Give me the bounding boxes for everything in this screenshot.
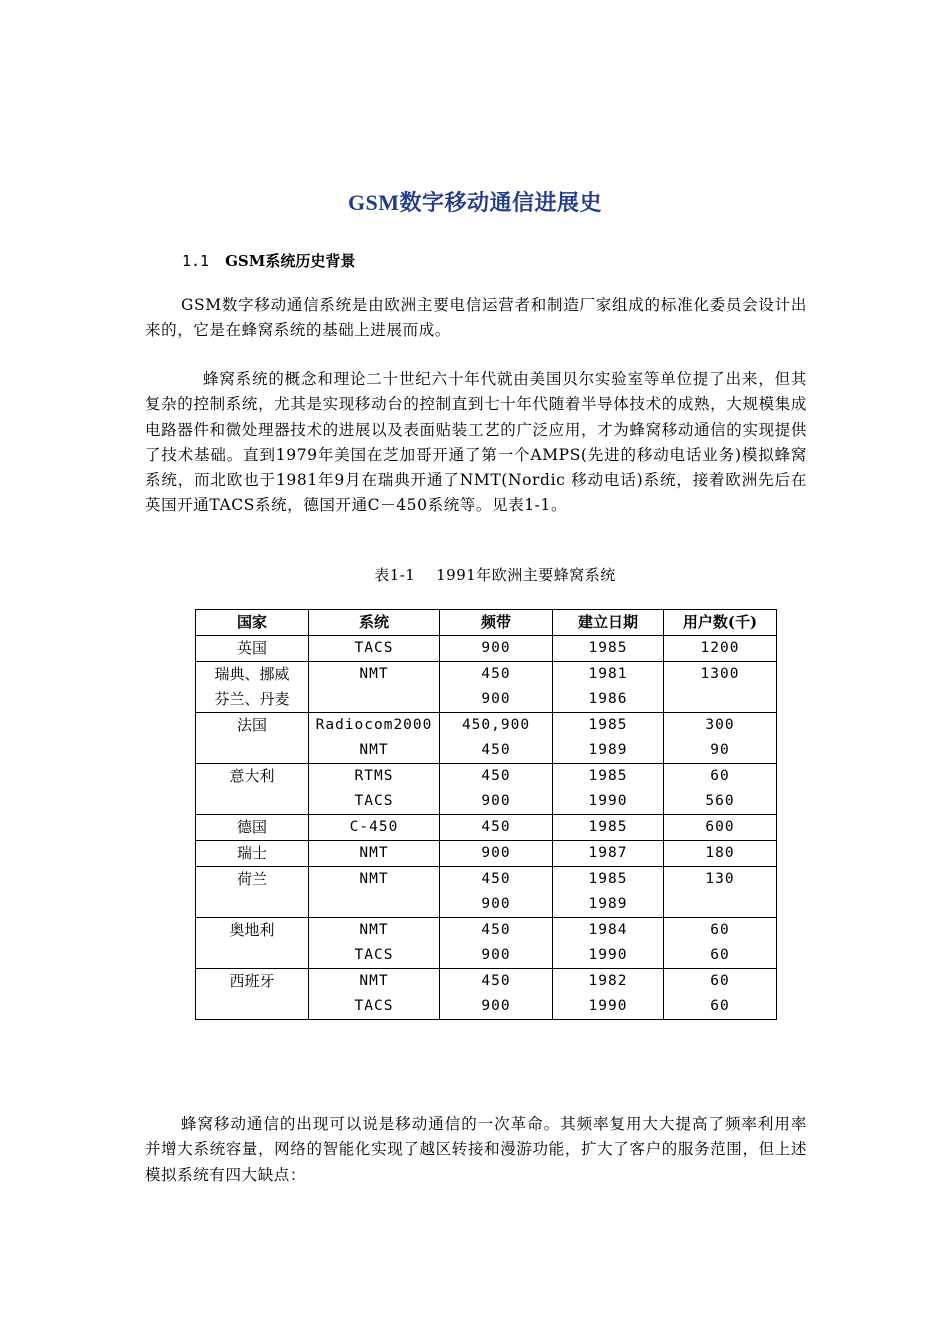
header-band: 频带 xyxy=(440,610,553,636)
cell-users xyxy=(664,713,777,764)
cell-date-line: 1990 xyxy=(588,998,628,1014)
cell-system xyxy=(309,815,440,841)
cell-band xyxy=(440,764,553,815)
cell-users-line: 300 xyxy=(705,717,735,733)
cell-date-line: 1982 xyxy=(588,973,628,989)
cell-country xyxy=(196,918,309,969)
cell-band xyxy=(440,841,553,867)
cell-date xyxy=(553,841,664,867)
cell-system xyxy=(309,841,440,867)
cell-date-line: 1990 xyxy=(588,793,628,809)
cell-users-line: 560 xyxy=(705,793,735,809)
cell-country xyxy=(196,636,309,662)
cell-band-line: 450 xyxy=(481,973,511,989)
cell-system-line: NMT xyxy=(359,871,389,887)
cell-country-line: 奥地利 xyxy=(229,921,275,939)
cell-users xyxy=(664,918,777,969)
header-date: 建立日期 xyxy=(553,610,664,636)
cell-date-line: 1984 xyxy=(588,922,628,938)
cell-date-line: 1985 xyxy=(588,871,628,887)
cell-system xyxy=(309,969,440,1020)
cell-date xyxy=(553,815,664,841)
cell-users-line: 1200 xyxy=(700,640,740,656)
cellular-systems-table xyxy=(195,609,777,1020)
paragraph-1: GSM数字移动通信系统是由欧洲主要电信运营者和制造厂家组成的标准化委员会设计出来的，它是在蜂窝系统的基础上进展而成。 xyxy=(145,296,807,340)
cell-date xyxy=(553,636,664,662)
cell-users-line: 60 xyxy=(710,973,730,989)
cell-users xyxy=(664,969,777,1020)
table-caption: 表1-1 1991年欧洲主要蜂窝系统 xyxy=(374,566,616,584)
cell-country-line: 瑞典、挪威 xyxy=(214,665,290,683)
table-header-row xyxy=(196,610,777,636)
cell-band-line: 900 xyxy=(481,947,511,963)
cell-band-line: 450,900 xyxy=(461,717,531,733)
cell-band-line: 900 xyxy=(481,845,511,861)
cell-band xyxy=(440,815,553,841)
cell-users xyxy=(664,636,777,662)
cell-date-line: 1985 xyxy=(588,768,628,784)
cell-band xyxy=(440,969,553,1020)
cell-country xyxy=(196,841,309,867)
cell-system xyxy=(309,713,440,764)
cell-country-line: 瑞士 xyxy=(236,844,267,862)
header-system: 系统 xyxy=(309,610,440,636)
cell-users-line: 130 xyxy=(705,871,735,887)
cell-system-line: TACS xyxy=(354,640,394,656)
cell-date-line: 1981 xyxy=(588,666,628,682)
cell-band xyxy=(440,713,553,764)
cell-band xyxy=(440,636,553,662)
paragraph-3: 蜂窝移动通信的出现可以说是移动通信的一次革命。其频率复用大大提高了频率利用率并增大系统容量，网络的智能化实现了越区转接和漫游功能，扩大了客户的服务范围，但上述模拟系统有四大缺点： xyxy=(145,1115,807,1184)
cell-users-line: 60 xyxy=(710,947,730,963)
table-row xyxy=(196,841,777,867)
cell-system xyxy=(309,662,440,713)
table-row xyxy=(196,815,777,841)
cell-band-line: 450 xyxy=(481,819,511,835)
cell-country xyxy=(196,867,309,918)
cell-band-line: 450 xyxy=(481,666,511,682)
cell-system-line: NMT xyxy=(359,845,389,861)
cell-system-line: NMT xyxy=(359,742,389,758)
cell-date xyxy=(553,867,664,918)
cell-band-line: 450 xyxy=(481,871,511,887)
cell-system-line: TACS xyxy=(354,793,394,809)
cell-users-line: 60 xyxy=(710,922,730,938)
cell-date xyxy=(553,918,664,969)
cell-system-line: RTMS xyxy=(354,768,394,784)
cell-date-line: 1989 xyxy=(588,742,628,758)
cell-users xyxy=(664,841,777,867)
header-country: 国家 xyxy=(196,610,309,636)
cell-date-line: 1985 xyxy=(588,717,628,733)
document-title: GSM数字移动通信进展史 xyxy=(347,190,603,215)
cell-system xyxy=(309,867,440,918)
cell-band-line: 900 xyxy=(481,896,511,912)
cell-band-line: 450 xyxy=(481,922,511,938)
cell-system-line: NMT xyxy=(359,973,389,989)
table-row xyxy=(196,764,777,815)
table-row xyxy=(196,918,777,969)
cell-country xyxy=(196,764,309,815)
cell-system xyxy=(309,764,440,815)
cell-users-line: 1300 xyxy=(700,666,740,682)
cell-system-line: NMT xyxy=(359,666,389,682)
cell-country xyxy=(196,662,309,713)
cell-country xyxy=(196,969,309,1020)
section-title: GSM系统历史背景 xyxy=(225,252,356,270)
cell-band-line: 900 xyxy=(481,691,511,707)
cell-system xyxy=(309,918,440,969)
table-row xyxy=(196,867,777,918)
section-heading xyxy=(182,250,355,271)
cell-band-line: 450 xyxy=(481,742,511,758)
header-users: 用户数(千) xyxy=(664,610,777,636)
cell-date xyxy=(553,969,664,1020)
cell-country-line: 意大利 xyxy=(229,767,275,785)
cell-system xyxy=(309,636,440,662)
cell-users-line: 180 xyxy=(705,845,735,861)
cell-band xyxy=(440,918,553,969)
cell-date-line: 1989 xyxy=(588,896,628,912)
cell-band xyxy=(440,867,553,918)
cell-country-line: 德国 xyxy=(236,818,267,836)
table-row xyxy=(196,713,777,764)
cell-country xyxy=(196,713,309,764)
cell-date-line: 1985 xyxy=(588,819,628,835)
cell-users xyxy=(664,815,777,841)
cell-users-line: 60 xyxy=(710,768,730,784)
cell-country-line: 荷兰 xyxy=(236,870,267,888)
cell-country-line: 芬兰、丹麦 xyxy=(214,690,290,708)
cell-date-line: 1986 xyxy=(588,691,628,707)
cell-users xyxy=(664,764,777,815)
table-body xyxy=(196,636,777,1020)
cell-country xyxy=(196,815,309,841)
cell-system-line: Radiocom2000 xyxy=(315,717,433,733)
cell-date-line: 1990 xyxy=(588,947,628,963)
cell-band xyxy=(440,662,553,713)
section-number: 1.1 xyxy=(182,252,210,270)
cell-users-line: 90 xyxy=(710,742,730,758)
cell-country-line: 法国 xyxy=(236,716,267,734)
cell-system-line: TACS xyxy=(354,947,394,963)
cell-system-line: TACS xyxy=(354,998,394,1014)
cell-date-line: 1987 xyxy=(588,845,628,861)
cell-date xyxy=(553,764,664,815)
cell-date xyxy=(553,713,664,764)
cell-users-line: 60 xyxy=(710,998,730,1014)
cell-band-line: 900 xyxy=(481,998,511,1014)
table-row xyxy=(196,969,777,1020)
cell-users xyxy=(664,867,777,918)
cell-band-line: 900 xyxy=(481,793,511,809)
cell-system-line: NMT xyxy=(359,922,389,938)
cell-system-line: C-450 xyxy=(349,819,399,835)
cell-country-line: 英国 xyxy=(236,639,267,657)
paragraph-2: 蜂窝系统的概念和理论二十世纪六十年代就由美国贝尔实验室等单位提了出来，但其复杂的控制系统，尤其是实现移动台的控制直到七十年代随着半导体技术的成熟，大规模集成电路器件和微处理器技术的进展以及表面贴装工艺的广泛应用，才为蜂窝移动通信的实现提供了技术基础。直到1979年美国在芝加哥开通了第一个AMPS(先进的移动电话业务)模拟蜂窝系统，而北欧也于1981年9月在瑞典开通了NMT(Nordic 移动电话)系统，接着欧洲先后在英国开通TACS系统，德国开通C－450系统等。见表1-1。 xyxy=(145,370,807,515)
cell-date xyxy=(553,662,664,713)
table-row xyxy=(196,662,777,713)
cell-users xyxy=(664,662,777,713)
table-row xyxy=(196,636,777,662)
cell-band-line: 450 xyxy=(481,768,511,784)
cell-band-line: 900 xyxy=(481,640,511,656)
cell-country-line: 西班牙 xyxy=(229,972,275,990)
cell-date-line: 1985 xyxy=(588,640,628,656)
cell-users-line: 600 xyxy=(705,819,735,835)
